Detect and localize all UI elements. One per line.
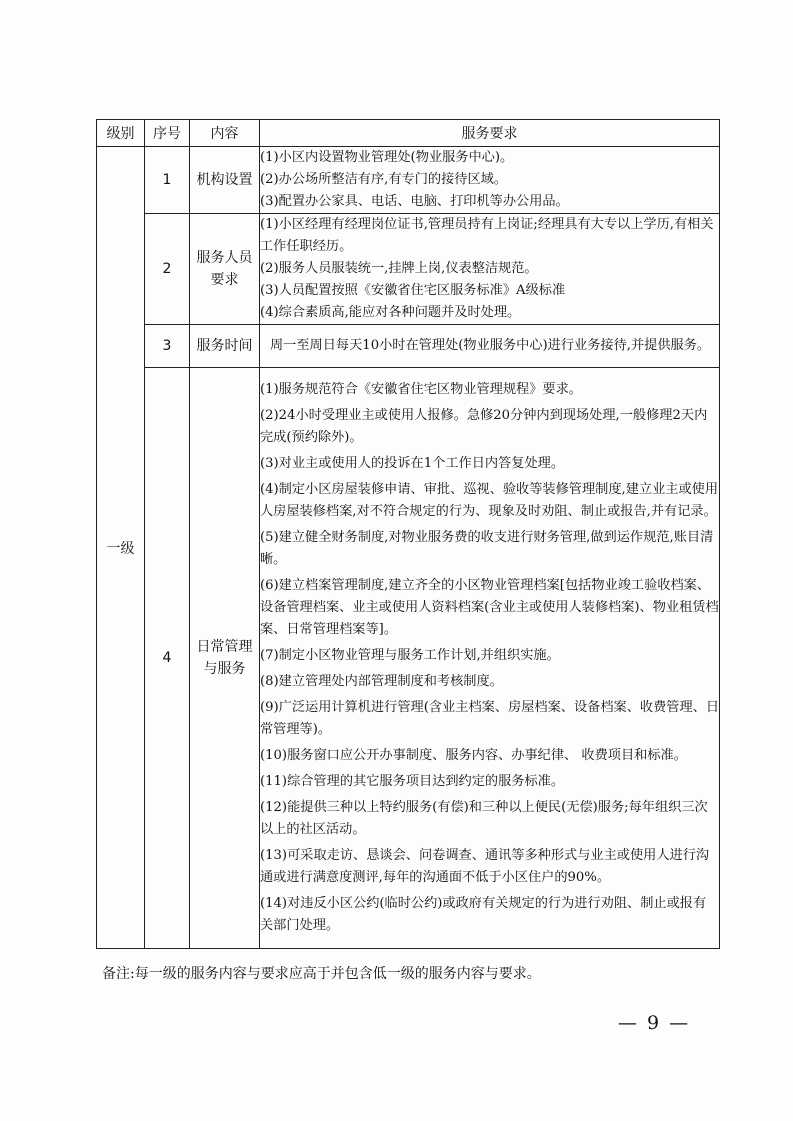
header-requirements: 服务要求 bbox=[260, 120, 720, 147]
requirement-item: (14)对违反小区公约(临时公约)或政府有关规定的行为进行劝阻、制止或报有关部门处理。 bbox=[260, 896, 707, 933]
requirement-item: (13)可采取走访、恳谈会、问卷调查、通讯等多种形式与业主或使用人进行沟通或进行满意度测评,每年的沟通面不低于小区住户的90%。 bbox=[260, 848, 710, 885]
requirement-item: (3)对业主或使用人的投诉在1个工作日内答复处理。 bbox=[260, 456, 565, 471]
header-level: 级别 bbox=[97, 120, 145, 147]
requirement-item: (3)人员配置按照《安徽省住宅区服务标准》A级标准 bbox=[260, 283, 566, 298]
requirement-item: (2)服务人员服装统一,挂牌上岗,仪表整洁规范。 bbox=[260, 261, 538, 276]
table-row bbox=[97, 368, 720, 949]
requirement-item: (1)服务规范符合《安徽省住宅区物业管理规程》要求。 bbox=[260, 382, 582, 397]
table-header-row bbox=[97, 120, 720, 147]
table-row bbox=[97, 147, 720, 214]
page-number: — 9 — bbox=[618, 1012, 691, 1034]
row-content: 服务人员要求 bbox=[190, 214, 260, 325]
requirement-item: (4)制定小区房屋装修申请、审批、巡视、验收等装修管理制度,建立业主或使用人房屋装修档案,对不符合规定的行为、现象及时劝阻、制止或报告,并有记录。 bbox=[260, 482, 719, 519]
requirement-item: (12)能提供三种以上特约服务(有偿)和三种以上便民(无偿)服务;每年组织三次以上的社区活动。 bbox=[260, 800, 708, 837]
requirement-item: (4)综合素质高,能应对各种问题并及时处理。 bbox=[260, 305, 521, 320]
row-number: 2 bbox=[145, 214, 190, 325]
requirement-item: (6)建立档案管理制度,建立齐全的小区物业管理档案[包括物业竣工验收档案、设备管理档案、业主或使用人资料档案(含业主或使用人装修档案)、物业租赁档案、日常管理档案等]。 bbox=[260, 578, 719, 637]
row-content: 机构设置 bbox=[190, 147, 260, 214]
level-cell: 一级 bbox=[97, 147, 145, 949]
row-requirements bbox=[260, 368, 720, 949]
row-requirements bbox=[260, 147, 720, 214]
row-number: 3 bbox=[145, 325, 190, 368]
row-number: 4 bbox=[145, 368, 190, 949]
requirement-item: (9)广泛运用计算机进行管理(含业主档案、房屋档案、设备档案、收费管理、日常管理等)。 bbox=[260, 700, 720, 737]
row-requirements bbox=[260, 214, 720, 325]
requirement-item: (10)服务窗口应公开办事制度、服务内容、办事纪律、 收费项目和标准。 bbox=[260, 748, 687, 763]
requirement-item: (7)制定小区物业管理与服务工作计划,并组织实施。 bbox=[260, 648, 560, 663]
requirement-item: (8)建立管理处内部管理制度和考核制度。 bbox=[260, 674, 503, 689]
header-content: 内容 bbox=[190, 120, 260, 147]
requirement-item: (11)综合管理的其它服务项目达到约定的服务标准。 bbox=[260, 774, 565, 789]
table-row bbox=[97, 214, 720, 325]
header-seq: 序号 bbox=[145, 120, 190, 147]
requirement-item: (5)建立健全财务制度,对物业服务费的收支进行财务管理,做到运作规范,账目清晰。 bbox=[260, 530, 714, 567]
row-requirements bbox=[260, 325, 720, 368]
requirement-item: (2)24小时受理业主或使用人报修。急修20分钟内到现场处理,一般修理2天内完成(预约除外)。 bbox=[260, 408, 708, 445]
row-content: 日常管理与服务 bbox=[190, 368, 260, 949]
service-standard-table bbox=[96, 119, 720, 949]
row-number: 1 bbox=[145, 147, 190, 214]
table-row bbox=[97, 325, 720, 368]
requirement-item: (1)小区内设置物业管理处(物业服务中心)。 bbox=[260, 150, 514, 165]
requirement-item: 周一至周日每天10小时在管理处(物业服务中心)进行业务接待,并提供服务。 bbox=[270, 338, 711, 353]
requirement-item: (3)配置办公家具、电话、电脑、打印机等办公用品。 bbox=[260, 194, 569, 209]
requirement-item: (1)小区经理有经理岗位证书,管理员持有上岗证;经理具有大专以上学历,有相关工作任职经历。 bbox=[260, 217, 714, 254]
row-content: 服务时间 bbox=[190, 325, 260, 368]
footnote: 备注:每一级的服务内容与要求应高于并包含低一级的服务内容与要求。 bbox=[102, 966, 541, 982]
requirement-item: (2)办公场所整洁有序,有专门的接待区域。 bbox=[260, 172, 508, 187]
